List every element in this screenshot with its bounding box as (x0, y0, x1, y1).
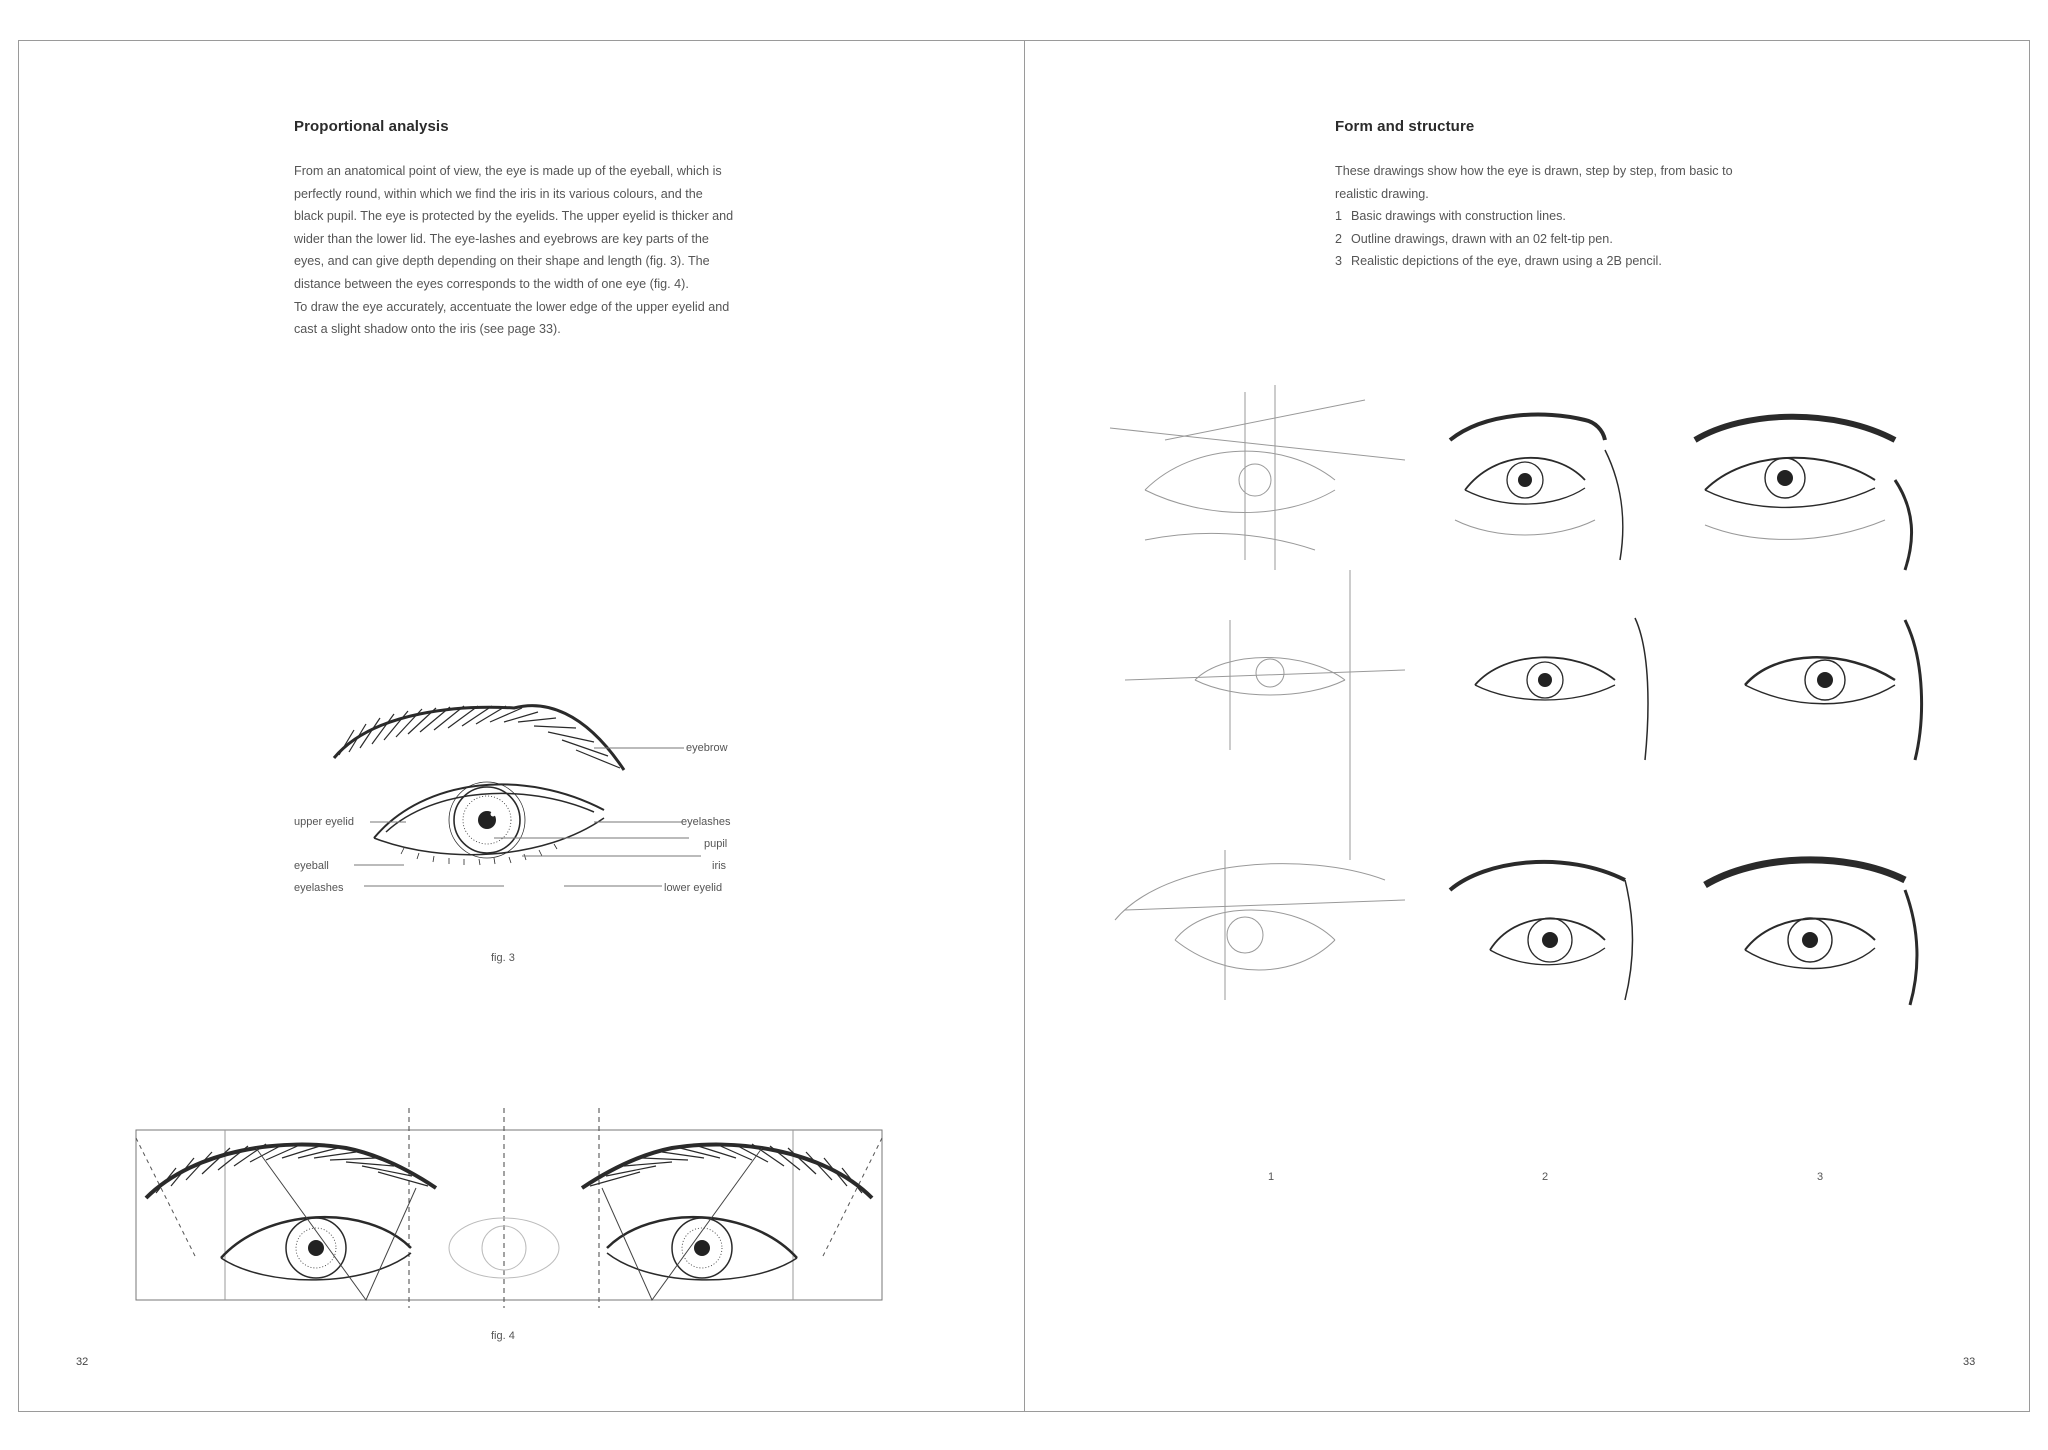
label-eyelashes-top: eyelashes (681, 816, 731, 828)
body-paragraph-1: From an anatomical point of view, the eye is made up of the eyeball, which is perfectly round, within which we find the iris in its various colours, and the black pupil. The eye is protected by the eyelids. The upper eyelid is thicker and wider than the lower lid. The eye-lashes and eyebrows are key parts of the eyes, and can give depth depending on their shape and length (fig. 3). The distance between the eyes corresponds to the width of one eye (fig. 4). (294, 164, 734, 291)
row3-construction-eye (1115, 850, 1405, 1000)
step-drawings-grid (1105, 380, 2025, 1100)
right-page (1025, 40, 2030, 1412)
body-paragraph-2: To draw the eye accurately, accentuate the lower edge of the upper eyelid and cast a slight shadow onto the iris (see page 33). (294, 299, 730, 337)
label-iris: iris (712, 860, 727, 872)
row3-realistic-eye (1705, 860, 1917, 1005)
row2-outline-eye (1475, 618, 1648, 760)
column-label-3: 3 (1817, 1171, 1824, 1183)
row1-construction-eye (1110, 385, 1405, 570)
step-text: Outline drawings, drawn with an 02 felt-tip pen. (1351, 231, 1613, 246)
row1-outline-eye (1450, 415, 1623, 560)
step-number: 3 (1335, 254, 1343, 269)
left-page-heading: Proportional analysis (294, 118, 449, 135)
row1-realistic-eye (1695, 417, 1912, 570)
step-item-1 (1335, 205, 1775, 228)
label-pupil: pupil (704, 838, 728, 850)
label-upper-eyelid: upper eyelid (294, 816, 354, 828)
step-text: Basic drawings with construction lines. (1351, 209, 1566, 223)
row3-outline-eye (1450, 862, 1633, 1000)
column-label-1: 1 (1268, 1171, 1275, 1183)
left-page-body (294, 160, 734, 341)
step-number: 1 (1335, 209, 1343, 223)
left-page (18, 40, 1024, 1412)
left-page-number: 32 (76, 1356, 89, 1368)
label-eyebrow: eyebrow (686, 742, 728, 754)
label-eyelashes-bottom: eyelashes (294, 882, 344, 894)
right-page-number: 33 (1963, 1356, 1976, 1368)
row2-realistic-eye (1745, 620, 1922, 760)
column-label-2: 2 (1542, 1171, 1549, 1183)
row2-construction-eye (1125, 570, 1405, 860)
fig3-caption: fig. 3 (491, 952, 515, 964)
step-text: Realistic depictions of the eye, drawn using a 2B pencil. (1351, 254, 1662, 269)
step-item-3 (1335, 250, 1775, 273)
step-number: 2 (1335, 231, 1343, 246)
label-lower-eyelid: lower eyelid (664, 882, 723, 894)
step-list (1335, 205, 1775, 273)
right-page-intro: These drawings show how the eye is drawn, step by step, from basic to realistic drawing. (1335, 164, 1733, 201)
fig4-eye-spacing-drawing (136, 1088, 882, 1308)
step-item-2 (1335, 228, 1775, 251)
right-page-heading: Form and structure (1335, 118, 1475, 135)
fig4-caption: fig. 4 (491, 1330, 515, 1342)
fig3-eye-anatomy-drawing (294, 660, 734, 880)
label-eyeball: eyeball (294, 860, 329, 872)
